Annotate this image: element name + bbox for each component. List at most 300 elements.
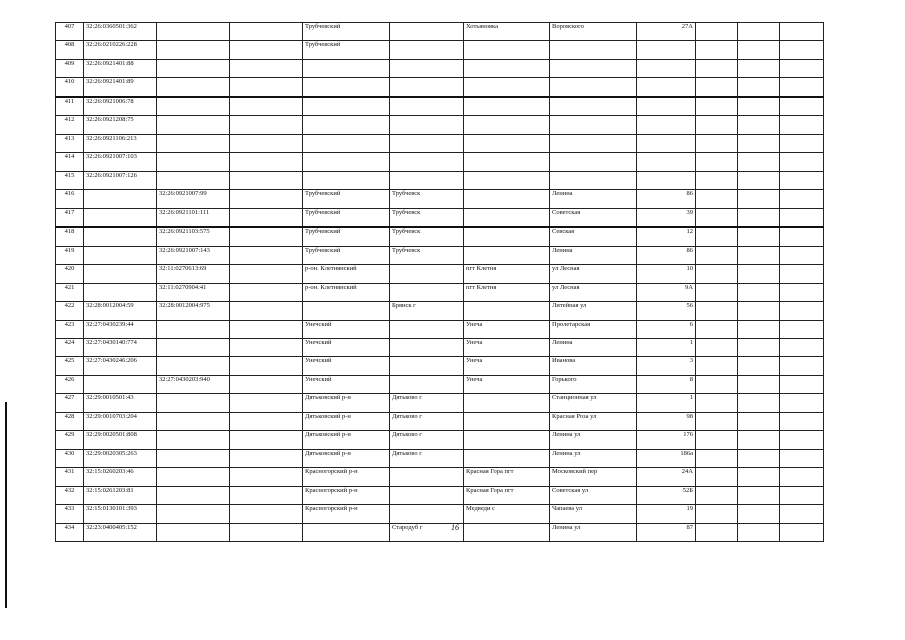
house-number: 39 — [637, 208, 696, 227]
city-cell — [390, 41, 464, 59]
row-number: 420 — [56, 265, 84, 283]
extra-cell-1 — [696, 431, 738, 449]
settlement-cell — [464, 153, 550, 171]
street-cell — [550, 171, 637, 189]
city-cell: Трубчевск — [390, 227, 464, 246]
cadastral-number: 32:29:0010703:204 — [84, 412, 157, 430]
settlement-cell — [464, 134, 550, 152]
extra-cell-1 — [696, 486, 738, 504]
city-cell: Дятьково г — [390, 394, 464, 412]
house-number: 24А — [637, 468, 696, 486]
notes-cell — [230, 449, 303, 467]
street-cell: Севская — [550, 227, 637, 246]
cadastral-number — [84, 283, 157, 301]
house-number: 176 — [637, 431, 696, 449]
extra-cell-3 — [780, 412, 824, 430]
street-cell: Иванова — [550, 357, 637, 375]
city-cell: Дятьково г — [390, 412, 464, 430]
extra-cell-2 — [738, 153, 780, 171]
extra-cell-1 — [696, 153, 738, 171]
table-row — [56, 190, 824, 208]
extra-cell-2 — [738, 320, 780, 338]
table-row — [56, 78, 824, 97]
district-cell: Красногорский р-н — [303, 505, 390, 523]
house-number — [637, 134, 696, 152]
extra-cell-3 — [780, 449, 824, 467]
register-body — [56, 23, 824, 542]
city-cell: Дятьково г — [390, 431, 464, 449]
cadastral-number-alt — [157, 486, 230, 504]
row-number: 417 — [56, 208, 84, 227]
house-number: 86 — [637, 246, 696, 264]
extra-cell-1 — [696, 468, 738, 486]
street-cell: Пролетарская — [550, 320, 637, 338]
settlement-cell — [464, 227, 550, 246]
notes-cell — [230, 412, 303, 430]
cadastral-number: 32:23:0400405:152 — [84, 523, 157, 541]
cadastral-number: 32:15:0260203:46 — [84, 468, 157, 486]
property-register-table — [55, 22, 824, 542]
cadastral-number: 32:26:0360501:362 — [84, 23, 157, 41]
district-cell: р-он. Клетнянский — [303, 283, 390, 301]
row-number: 433 — [56, 505, 84, 523]
extra-cell-3 — [780, 283, 824, 301]
extra-cell-1 — [696, 449, 738, 467]
extra-cell-1 — [696, 208, 738, 227]
row-number: 431 — [56, 468, 84, 486]
district-cell — [303, 523, 390, 541]
settlement-cell — [464, 449, 550, 467]
extra-cell-2 — [738, 190, 780, 208]
table-row — [56, 505, 824, 523]
extra-cell-3 — [780, 59, 824, 77]
settlement-cell — [464, 246, 550, 264]
row-number: 425 — [56, 357, 84, 375]
row-number: 410 — [56, 78, 84, 97]
extra-cell-1 — [696, 505, 738, 523]
cadastral-number — [84, 265, 157, 283]
city-cell — [390, 283, 464, 301]
extra-cell-3 — [780, 394, 824, 412]
settlement-cell — [464, 41, 550, 59]
city-cell — [390, 357, 464, 375]
table-row — [56, 468, 824, 486]
notes-cell — [230, 375, 303, 393]
street-cell: Красная Роза ул — [550, 412, 637, 430]
district-cell — [303, 171, 390, 189]
notes-cell — [230, 431, 303, 449]
extra-cell-1 — [696, 320, 738, 338]
settlement-cell — [464, 59, 550, 77]
table-row — [56, 246, 824, 264]
row-number: 415 — [56, 171, 84, 189]
cadastral-number: 32:26:0921006:78 — [84, 97, 157, 116]
notes-cell — [230, 97, 303, 116]
house-number — [637, 116, 696, 134]
city-cell — [390, 116, 464, 134]
extra-cell-1 — [696, 134, 738, 152]
house-number: 86 — [637, 190, 696, 208]
notes-cell — [230, 227, 303, 246]
extra-cell-3 — [780, 320, 824, 338]
extra-cell-3 — [780, 97, 824, 116]
city-cell: Трубчевск — [390, 190, 464, 208]
row-number: 413 — [56, 134, 84, 152]
cadastral-number: 32:26:0921007:126 — [84, 171, 157, 189]
table-row — [56, 41, 824, 59]
settlement-cell — [464, 78, 550, 97]
cadastral-number: 32:26:0921401:88 — [84, 59, 157, 77]
extra-cell-1 — [696, 412, 738, 430]
extra-cell-2 — [738, 134, 780, 152]
extra-cell-2 — [738, 523, 780, 541]
notes-cell — [230, 505, 303, 523]
city-cell: Трубчевск — [390, 246, 464, 264]
house-number: 10 — [637, 265, 696, 283]
notes-cell — [230, 41, 303, 59]
district-cell: Унечский — [303, 320, 390, 338]
notes-cell — [230, 468, 303, 486]
street-cell: Ленина — [550, 190, 637, 208]
notes-cell — [230, 357, 303, 375]
settlement-cell — [464, 412, 550, 430]
district-cell: Дятьковский р-н — [303, 394, 390, 412]
city-cell — [390, 171, 464, 189]
extra-cell-2 — [738, 246, 780, 264]
cadastral-number-alt: 32:26:0921007:143 — [157, 246, 230, 264]
extra-cell-3 — [780, 171, 824, 189]
row-number: 432 — [56, 486, 84, 504]
cadastral-number-alt — [157, 394, 230, 412]
extra-cell-2 — [738, 357, 780, 375]
cadastral-number-alt: 32:28:0012004:975 — [157, 302, 230, 320]
notes-cell — [230, 338, 303, 356]
cadastral-number: 32:15:0261203:81 — [84, 486, 157, 504]
street-cell: Ленина — [550, 246, 637, 264]
cadastral-number-alt — [157, 505, 230, 523]
house-number: 9А — [637, 283, 696, 301]
settlement-cell: Унеча — [464, 320, 550, 338]
table-row — [56, 449, 824, 467]
table-row — [56, 431, 824, 449]
extra-cell-1 — [696, 116, 738, 134]
table-row — [56, 486, 824, 504]
row-number: 418 — [56, 227, 84, 246]
extra-cell-2 — [738, 116, 780, 134]
extra-cell-1 — [696, 78, 738, 97]
settlement-cell: Красная Гора пгт — [464, 486, 550, 504]
city-cell — [390, 375, 464, 393]
extra-cell-1 — [696, 394, 738, 412]
notes-cell — [230, 116, 303, 134]
extra-cell-1 — [696, 97, 738, 116]
district-cell: Трубчевский — [303, 227, 390, 246]
table-row — [56, 283, 824, 301]
settlement-cell — [464, 523, 550, 541]
extra-cell-2 — [738, 208, 780, 227]
table-row — [56, 97, 824, 116]
settlement-cell — [464, 431, 550, 449]
cadastral-number-alt: 32:11:0270613:69 — [157, 265, 230, 283]
table-row — [56, 134, 824, 152]
house-number: 27А — [637, 23, 696, 41]
extra-cell-1 — [696, 357, 738, 375]
row-number: 414 — [56, 153, 84, 171]
house-number: 8 — [637, 375, 696, 393]
extra-cell-2 — [738, 59, 780, 77]
cadastral-number-alt — [157, 523, 230, 541]
street-cell: Ленина — [550, 338, 637, 356]
street-cell — [550, 59, 637, 77]
row-number: 428 — [56, 412, 84, 430]
cadastral-number-alt — [157, 412, 230, 430]
house-number: 56 — [637, 302, 696, 320]
notes-cell — [230, 486, 303, 504]
table-row — [56, 357, 824, 375]
extra-cell-3 — [780, 23, 824, 41]
cadastral-number: 32:26:0921106:213 — [84, 134, 157, 152]
extra-cell-2 — [738, 468, 780, 486]
settlement-cell: Хотьяновка — [464, 23, 550, 41]
table-row — [56, 412, 824, 430]
extra-cell-1 — [696, 171, 738, 189]
street-cell: ул Лесная — [550, 265, 637, 283]
street-cell: Литейная ул — [550, 302, 637, 320]
table-row — [56, 394, 824, 412]
cadastral-number — [84, 208, 157, 227]
cadastral-number-alt — [157, 78, 230, 97]
street-cell: Советская — [550, 208, 637, 227]
row-number: 408 — [56, 41, 84, 59]
extra-cell-2 — [738, 486, 780, 504]
settlement-cell — [464, 116, 550, 134]
notes-cell — [230, 59, 303, 77]
row-number: 419 — [56, 246, 84, 264]
district-cell — [303, 302, 390, 320]
table-row — [56, 227, 824, 246]
cadastral-number: 32:26:0921208:75 — [84, 116, 157, 134]
extra-cell-3 — [780, 357, 824, 375]
extra-cell-3 — [780, 190, 824, 208]
district-cell: Трубчевский — [303, 23, 390, 41]
district-cell: Дятьковский р-н — [303, 431, 390, 449]
cadastral-number-alt — [157, 338, 230, 356]
cadastral-number-alt: 32:27:0430203:940 — [157, 375, 230, 393]
house-number: 3 — [637, 357, 696, 375]
table-row — [56, 59, 824, 77]
district-cell — [303, 153, 390, 171]
street-cell — [550, 97, 637, 116]
row-number: 421 — [56, 283, 84, 301]
extra-cell-3 — [780, 227, 824, 246]
settlement-cell — [464, 208, 550, 227]
district-cell: Дятьковский р-н — [303, 449, 390, 467]
cadastral-number-alt — [157, 171, 230, 189]
extra-cell-1 — [696, 338, 738, 356]
cadastral-number-alt — [157, 41, 230, 59]
cadastral-number-alt: 32:26:0921101:111 — [157, 208, 230, 227]
extra-cell-1 — [696, 523, 738, 541]
extra-cell-2 — [738, 431, 780, 449]
house-number: 6 — [637, 320, 696, 338]
cadastral-number — [84, 375, 157, 393]
settlement-cell — [464, 171, 550, 189]
notes-cell — [230, 320, 303, 338]
city-cell — [390, 59, 464, 77]
extra-cell-2 — [738, 394, 780, 412]
row-number: 434 — [56, 523, 84, 541]
street-cell: Ленина ул — [550, 449, 637, 467]
extra-cell-3 — [780, 486, 824, 504]
scan-edge-line — [5, 402, 7, 608]
cadastral-number: 32:29:0010501:43 — [84, 394, 157, 412]
extra-cell-2 — [738, 283, 780, 301]
cadastral-number-alt — [157, 357, 230, 375]
house-number — [637, 59, 696, 77]
district-cell: Унечский — [303, 338, 390, 356]
street-cell: Воровского — [550, 23, 637, 41]
settlement-cell — [464, 190, 550, 208]
notes-cell — [230, 302, 303, 320]
house-number: 1 — [637, 394, 696, 412]
settlement-cell: Унеча — [464, 357, 550, 375]
notes-cell — [230, 246, 303, 264]
table-row — [56, 375, 824, 393]
house-number: 12 — [637, 227, 696, 246]
district-cell: Дятьковский р-н — [303, 412, 390, 430]
notes-cell — [230, 523, 303, 541]
row-number: 426 — [56, 375, 84, 393]
extra-cell-3 — [780, 265, 824, 283]
district-cell: Красногорский р-н — [303, 486, 390, 504]
settlement-cell: Унеча — [464, 338, 550, 356]
row-number: 423 — [56, 320, 84, 338]
row-number: 430 — [56, 449, 84, 467]
house-number — [637, 97, 696, 116]
extra-cell-1 — [696, 23, 738, 41]
street-cell: Ленина ул — [550, 431, 637, 449]
cadastral-number: 32:26:0921007:103 — [84, 153, 157, 171]
extra-cell-3 — [780, 208, 824, 227]
house-number: 87 — [637, 523, 696, 541]
district-cell — [303, 78, 390, 97]
cadastral-number-alt — [157, 97, 230, 116]
row-number: 422 — [56, 302, 84, 320]
table-row — [56, 208, 824, 227]
cadastral-number: 32:27:0430246:206 — [84, 357, 157, 375]
settlement-cell — [464, 302, 550, 320]
cadastral-number-alt — [157, 134, 230, 152]
city-cell — [390, 468, 464, 486]
city-cell: Стародуб г — [390, 523, 464, 541]
cadastral-number-alt — [157, 320, 230, 338]
row-number: 409 — [56, 59, 84, 77]
cadastral-number-alt — [157, 468, 230, 486]
table-row — [56, 153, 824, 171]
settlement-cell — [464, 394, 550, 412]
extra-cell-2 — [738, 227, 780, 246]
extra-cell-2 — [738, 171, 780, 189]
settlement-cell: пгт Клетня — [464, 283, 550, 301]
street-cell — [550, 78, 637, 97]
cadastral-number: 32:28:0012004:59 — [84, 302, 157, 320]
district-cell: Трубчевский — [303, 41, 390, 59]
street-cell: Московский пер — [550, 468, 637, 486]
extra-cell-3 — [780, 78, 824, 97]
extra-cell-3 — [780, 505, 824, 523]
extra-cell-3 — [780, 375, 824, 393]
cadastral-number: 32:15:0130101:393 — [84, 505, 157, 523]
extra-cell-1 — [696, 246, 738, 264]
street-cell: Советская ул — [550, 486, 637, 504]
street-cell: Станционная ул — [550, 394, 637, 412]
street-cell: Чапаева ул — [550, 505, 637, 523]
cadastral-number — [84, 227, 157, 246]
extra-cell-1 — [696, 375, 738, 393]
table-row — [56, 171, 824, 189]
extra-cell-2 — [738, 338, 780, 356]
cadastral-number: 32:29:0020305:263 — [84, 449, 157, 467]
extra-cell-3 — [780, 431, 824, 449]
city-cell: Брянск г — [390, 302, 464, 320]
extra-cell-3 — [780, 246, 824, 264]
house-number — [637, 171, 696, 189]
extra-cell-2 — [738, 449, 780, 467]
extra-cell-1 — [696, 190, 738, 208]
extra-cell-3 — [780, 468, 824, 486]
district-cell — [303, 59, 390, 77]
city-cell — [390, 265, 464, 283]
cadastral-number — [84, 190, 157, 208]
extra-cell-1 — [696, 302, 738, 320]
settlement-cell: пгт Клетня — [464, 265, 550, 283]
street-cell — [550, 153, 637, 171]
house-number — [637, 153, 696, 171]
extra-cell-3 — [780, 134, 824, 152]
extra-cell-1 — [696, 41, 738, 59]
district-cell: Унечский — [303, 357, 390, 375]
house-number: 52Б — [637, 486, 696, 504]
extra-cell-1 — [696, 59, 738, 77]
notes-cell — [230, 171, 303, 189]
cadastral-number-alt — [157, 449, 230, 467]
street-cell — [550, 41, 637, 59]
cadastral-number-alt — [157, 153, 230, 171]
extra-cell-2 — [738, 505, 780, 523]
city-cell — [390, 153, 464, 171]
cadastral-number: 32:27:0430140:774 — [84, 338, 157, 356]
district-cell: Трубчевский — [303, 190, 390, 208]
cadastral-number: 32:29:0020501:808 — [84, 431, 157, 449]
city-cell — [390, 78, 464, 97]
extra-cell-1 — [696, 283, 738, 301]
city-cell — [390, 505, 464, 523]
city-cell — [390, 320, 464, 338]
house-number — [637, 41, 696, 59]
city-cell: Трубчевск — [390, 208, 464, 227]
cadastral-number-alt: 32:11:0270904:41 — [157, 283, 230, 301]
district-cell: Трубчевский — [303, 246, 390, 264]
settlement-cell: Медведи с — [464, 505, 550, 523]
extra-cell-2 — [738, 23, 780, 41]
settlement-cell — [464, 97, 550, 116]
cadastral-number: 32:26:0921401:89 — [84, 78, 157, 97]
notes-cell — [230, 153, 303, 171]
street-cell: Горького — [550, 375, 637, 393]
notes-cell — [230, 208, 303, 227]
house-number: 19 — [637, 505, 696, 523]
notes-cell — [230, 283, 303, 301]
